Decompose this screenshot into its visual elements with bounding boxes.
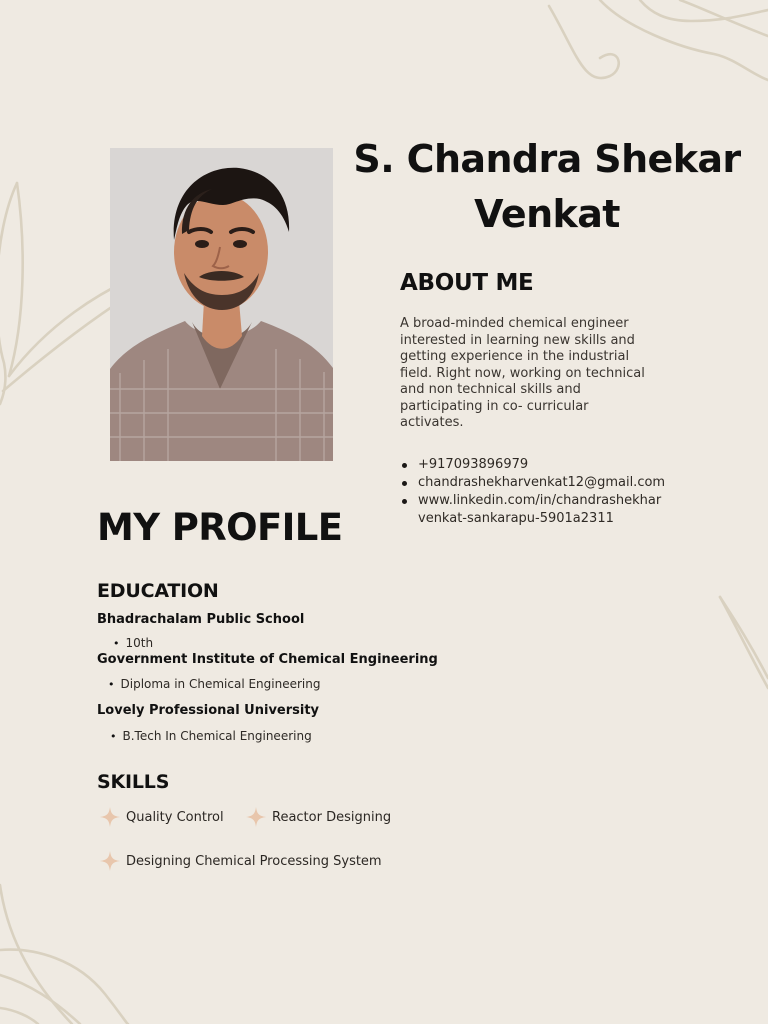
sparkle-icon — [99, 806, 121, 828]
skill-item — [245, 806, 391, 828]
education-detail — [108, 676, 320, 693]
sparkle-icon — [245, 806, 267, 828]
skill-label: Reactor Designing — [272, 809, 392, 825]
linkedin-url[interactable]: www.linkedin.com/in/chandrashekhar venkat-sankarapu-5901a2311 — [400, 492, 730, 528]
about-text: A broad-minded chemical engineer interested in learning new skills and getting experience in the industrial field. Right now, working on technical and non technical skills and participating in co- curricular activates. — [400, 316, 645, 430]
education-school: Bhadrachalam Public School — [97, 612, 305, 627]
person-name — [352, 132, 742, 242]
about-heading: ABOUT ME — [400, 270, 534, 296]
education-detail-text: B.Tech In Chemical Engineering — [122, 729, 312, 743]
skill-label: Designing Chemical Processing System — [126, 853, 382, 869]
profile-heading: MY PROFILE — [97, 506, 343, 549]
education-detail — [110, 728, 312, 745]
bullet-icon: • — [108, 678, 115, 691]
skill-item — [99, 850, 382, 872]
contact-list — [400, 456, 730, 528]
name-line-1: S. Chandra Shekar — [353, 137, 741, 181]
education-school: Government Institute of Chemical Engineering — [97, 652, 438, 667]
profile-photo — [110, 148, 333, 461]
sparkle-icon — [99, 850, 121, 872]
email-address[interactable]: chandrashekharvenkat12@gmail.com — [400, 474, 730, 492]
name-line-2: Venkat — [474, 192, 620, 236]
skills-heading: SKILLS — [97, 771, 170, 793]
education-school: Lovely Professional University — [97, 703, 320, 718]
education-detail-text: Diploma in Chemical Engineering — [120, 677, 321, 691]
phone-number: +917093896979 — [400, 456, 730, 474]
bullet-icon: • — [113, 637, 120, 650]
education-detail-text: 10th — [125, 636, 154, 650]
skill-item — [99, 806, 224, 828]
skill-label: Quality Control — [126, 809, 224, 825]
education-detail — [113, 635, 153, 652]
bullet-icon: • — [110, 730, 117, 743]
education-heading: EDUCATION — [97, 580, 219, 602]
